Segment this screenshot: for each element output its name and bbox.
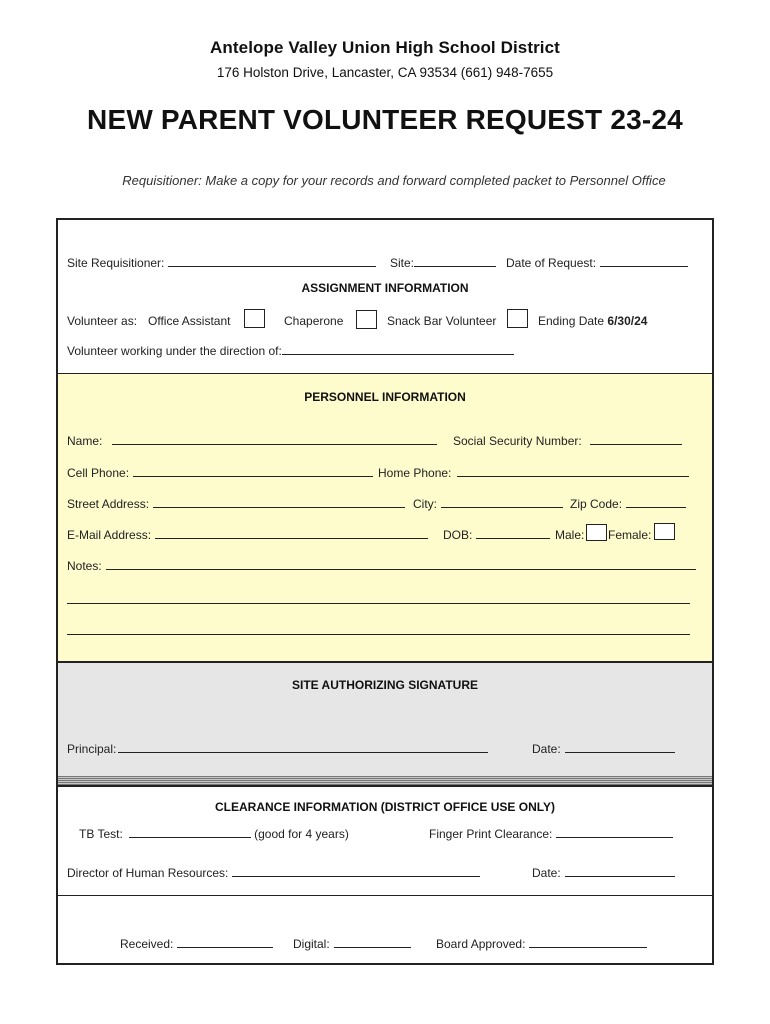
date-of-request-label: Date of Request: xyxy=(506,256,597,270)
fingerprint-label: Finger Print Clearance: xyxy=(429,827,553,841)
street-address-label: Street Address: xyxy=(67,497,150,511)
date-of-request-field[interactable] xyxy=(600,256,688,267)
received-label: Received: xyxy=(120,937,174,951)
chaperone-checkbox[interactable] xyxy=(356,310,377,329)
zip-code-label: Zip Code: xyxy=(570,497,623,511)
notes-line-3[interactable] xyxy=(67,634,690,635)
notes-field[interactable] xyxy=(106,559,696,570)
snack-bar-label: Snack Bar Volunteer xyxy=(387,314,497,328)
assignment-heading: ASSIGNMENT INFORMATION xyxy=(301,281,469,295)
clearance-date-field[interactable] xyxy=(565,866,675,877)
district-address: 176 Holston Drive, Lancaster, CA 93534 (661) 948-7655 xyxy=(216,65,554,80)
cell-phone-label: Cell Phone: xyxy=(67,466,130,480)
cell-phone-field[interactable] xyxy=(133,466,373,477)
digital-field[interactable] xyxy=(334,937,411,948)
street-address-field[interactable] xyxy=(153,497,405,508)
tb-test-note: (good for 4 years) xyxy=(254,827,349,841)
personnel-heading: PERSONNEL INFORMATION xyxy=(304,390,466,404)
director-label: Director of Human Resources: xyxy=(67,866,229,880)
email-field[interactable] xyxy=(155,528,428,539)
director-signature-field[interactable] xyxy=(232,866,480,877)
direction-label: Volunteer working under the direction of: xyxy=(67,344,282,358)
city-label: City: xyxy=(413,497,437,511)
district-name: Antelope Valley Union High School District xyxy=(210,38,560,57)
male-checkbox[interactable] xyxy=(586,524,607,541)
authorization-date-field[interactable] xyxy=(565,742,675,753)
ssn-field[interactable] xyxy=(590,434,682,445)
fingerprint-field[interactable] xyxy=(556,827,673,838)
personnel-section xyxy=(56,374,714,663)
office-assistant-checkbox[interactable] xyxy=(244,309,265,328)
dob-label: DOB: xyxy=(443,528,473,542)
authorization-heading: SITE AUTHORIZING SIGNATURE xyxy=(292,678,478,692)
tb-test-field[interactable] xyxy=(129,827,251,838)
office-assistant-label: Office Assistant xyxy=(148,314,231,328)
principal-label: Principal: xyxy=(67,742,117,756)
chaperone-label: Chaperone xyxy=(284,314,344,328)
board-approved-label: Board Approved: xyxy=(436,937,526,951)
female-label: Female: xyxy=(608,528,652,542)
name-field[interactable] xyxy=(112,434,437,445)
notes-label: Notes: xyxy=(67,559,102,573)
snack-bar-checkbox[interactable] xyxy=(507,309,528,328)
dob-field[interactable] xyxy=(476,528,550,539)
home-phone-field[interactable] xyxy=(457,466,689,477)
home-phone-label: Home Phone: xyxy=(378,466,452,480)
email-label: E-Mail Address: xyxy=(67,528,152,542)
received-field[interactable] xyxy=(177,937,273,948)
volunteer-as-label: Volunteer as: xyxy=(67,314,138,328)
notes-line-2[interactable] xyxy=(67,603,690,604)
instruction-text: Requisitioner: Make a copy for your records and forward completed packet to Personnel Office xyxy=(122,173,666,188)
city-field[interactable] xyxy=(441,497,563,508)
ending-date-label: Ending Date xyxy=(538,314,605,328)
board-approved-field[interactable] xyxy=(529,937,647,948)
section-divider xyxy=(56,776,714,785)
authorization-date-label: Date: xyxy=(532,742,561,756)
digital-label: Digital: xyxy=(293,937,330,951)
site-label: Site: xyxy=(390,256,415,270)
ending-date-value: 6/30/24 xyxy=(607,314,648,328)
male-label: Male: xyxy=(555,528,585,542)
ssn-label: Social Security Number: xyxy=(453,434,582,448)
form-title: NEW PARENT VOLUNTEER REQUEST 23-24 xyxy=(87,104,683,135)
tb-test-label: TB Test: xyxy=(79,827,123,841)
zip-code-field[interactable] xyxy=(626,497,686,508)
female-checkbox[interactable] xyxy=(654,523,675,540)
principal-signature-field[interactable] xyxy=(118,742,488,753)
site-requisitioner-label: Site Requisitioner: xyxy=(67,256,165,270)
clearance-date-label: Date: xyxy=(532,866,561,880)
name-label: Name: xyxy=(67,434,103,448)
clearance-heading: CLEARANCE INFORMATION (DISTRICT OFFICE USE ONLY) xyxy=(215,800,555,814)
site-requisitioner-field[interactable] xyxy=(168,256,376,267)
site-field[interactable] xyxy=(414,256,496,267)
direction-field[interactable] xyxy=(282,344,514,355)
receipt-section xyxy=(56,896,714,965)
